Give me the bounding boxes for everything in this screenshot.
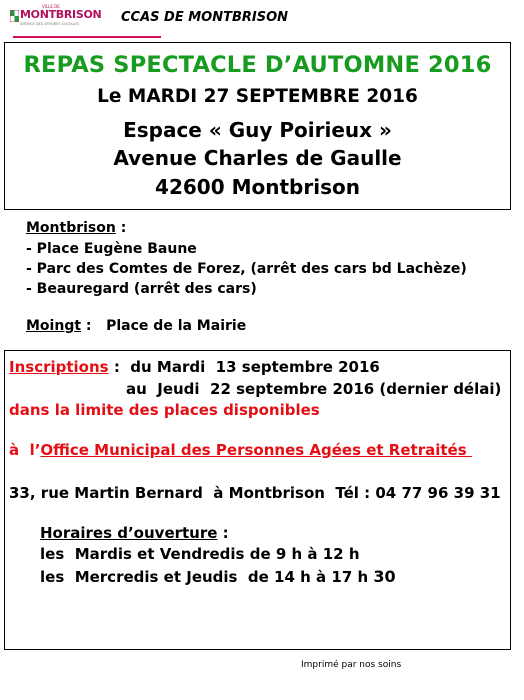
event-title: REPAS SPECTACLE D’AUTOMNE 2016 xyxy=(23,52,492,78)
header-divider xyxy=(13,36,161,38)
pickup-stop-3: - Beauregard (arrêt des cars) xyxy=(26,281,257,297)
organization-name: CCAS DE MONTBRISON xyxy=(121,10,289,25)
pickup-montbrison-label: Montbrison xyxy=(26,220,116,236)
inscriptions-label: Inscriptions xyxy=(9,358,109,376)
pickup-moingt-label: Moingt xyxy=(26,318,82,334)
hours-colon: : xyxy=(217,524,229,542)
event-venue: Espace « Guy Poirieux » xyxy=(123,118,392,142)
montbrison-logo xyxy=(6,4,102,30)
logo-tagline: SERVICE DES AFFAIRES SOCIALES xyxy=(20,22,79,26)
hours-line-2-text: les Mercredis et Jeudis de 14 h à 17 h xyxy=(40,568,374,586)
office-prefix: à l’ xyxy=(9,441,41,459)
pickup-montbrison-heading xyxy=(26,220,126,236)
hours-heading xyxy=(40,524,229,542)
pickup-moingt xyxy=(26,318,246,334)
event-street: Avenue Charles de Gaulle xyxy=(113,146,402,170)
inscriptions-limit: dans la limite des places disponibles xyxy=(9,401,320,419)
hours-line-2 xyxy=(40,567,396,586)
office-address: 33, rue Martin Bernard à Montbrison Tél : 04 77 96 39 31 xyxy=(9,484,501,502)
office-line xyxy=(9,441,472,459)
office-name: Office Municipal des Personnes Agées et Retraités xyxy=(40,441,472,459)
pickup-stop-1: - Place Eugène Baune xyxy=(26,241,197,257)
event-date: Le MARDI 27 SEPTEMBRE 2016 xyxy=(97,86,418,107)
pickup-moingt-value: : Place de la Mairie xyxy=(81,318,247,334)
hours-line-1: les Mardis et Vendredis de 9 h à 12 h xyxy=(40,545,360,563)
event-city: 42600 Montbrison xyxy=(155,175,360,199)
pickup-montbrison-colon: : xyxy=(115,220,127,236)
inscriptions-from: : du Mardi 13 septembre 2016 xyxy=(108,358,380,376)
printed-note: Imprimé par nos soins xyxy=(301,660,402,670)
crest-icon xyxy=(10,10,19,22)
hours-line-2-minutes: 30 xyxy=(373,567,396,586)
inscriptions-from-line xyxy=(9,358,380,376)
logo-small-text: VILLE DE xyxy=(42,4,60,9)
logo-name: MONTBRISON xyxy=(20,8,102,21)
inscriptions-to: au Jeudi 22 septembre 2016 (dernier délai) xyxy=(126,380,502,398)
pickup-stop-2: - Parc des Comtes de Forez, (arrêt des cars bd Lachèze) xyxy=(26,261,467,277)
hours-label: Horaires d’ouverture xyxy=(40,524,218,542)
